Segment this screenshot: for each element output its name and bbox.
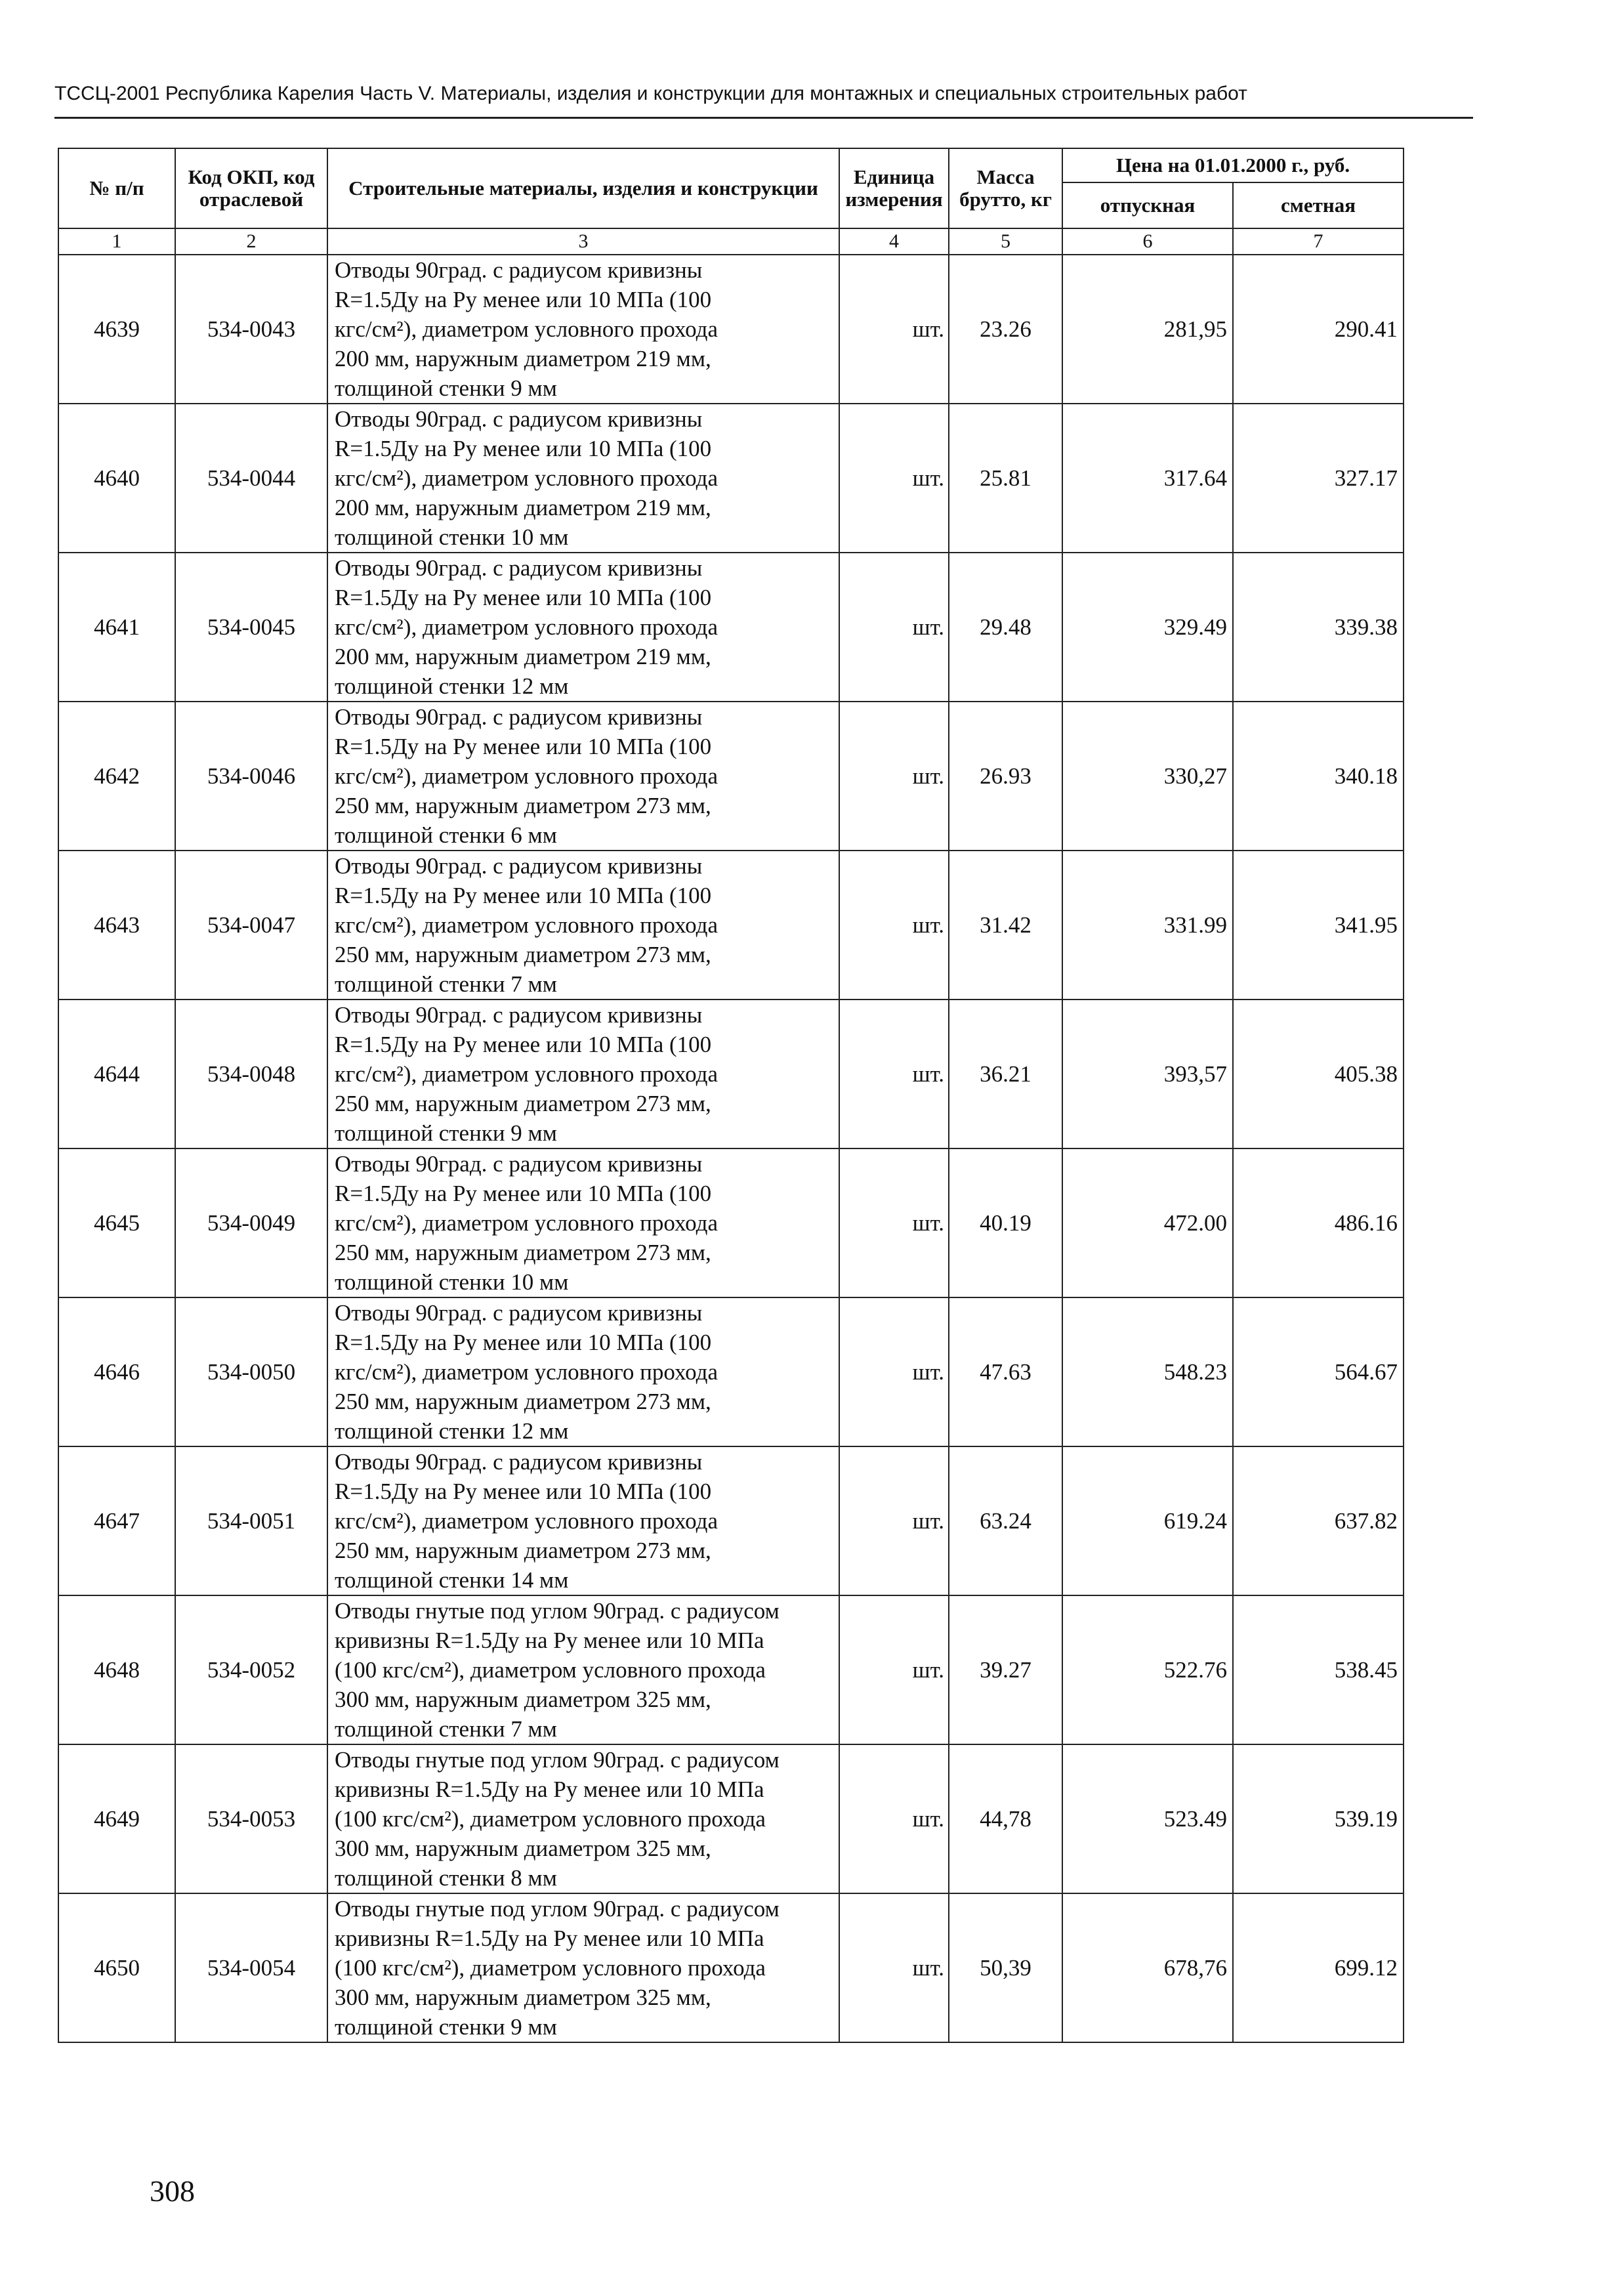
estimate-price: 340.18 [1233,702,1404,851]
gross-mass: 40.19 [949,1148,1062,1297]
price-table [58,148,1404,2043]
description-line: R=1.5Ду на Ру менее или 10 МПа (100 [335,883,712,908]
material-description [327,1893,839,2042]
description-line: кгс/см²), диаметром условного прохода [335,465,718,491]
table-row [58,702,1404,851]
description-line: 250 мм, наружным диаметром 273 мм, [335,1240,711,1265]
description-line: R=1.5Ду на Ру менее или 10 МПа (100 [335,734,712,759]
unit-of-measure: шт. [839,404,949,553]
description-line: R=1.5Ду на Ру менее или 10 МПа (100 [335,1181,712,1206]
description-line: Отводы 90град. с радиусом кривизны [335,853,703,879]
row-number: 4641 [58,553,175,702]
description-line: Отводы 90град. с радиусом кривизны [335,257,703,283]
header-price-estimate: сметная [1233,182,1404,228]
description-line: R=1.5Ду на Ру менее или 10 МПа (100 [335,1330,712,1355]
table-row [58,255,1404,404]
description-line: кривизны R=1.5Ду на Ру менее или 10 МПа [335,1926,764,1951]
running-header: ТССЦ-2001 Республика Карелия Часть V. Материалы, изделия и конструкции для монтажных и специальных строительных работ [54,83,1247,104]
okp-code: 534-0053 [175,1744,327,1893]
gross-mass: 31.42 [949,851,1062,1000]
row-number: 4648 [58,1595,175,1744]
table-row [58,1297,1404,1446]
material-description [327,404,839,553]
description-line: 300 мм, наружным диаметром 325 мм, [335,1985,711,2010]
okp-code: 534-0048 [175,1000,327,1148]
description-line: толщиной стенки 9 мм [335,1120,557,1146]
unit-of-measure: шт. [839,851,949,1000]
estimate-price: 564.67 [1233,1297,1404,1446]
row-number: 4639 [58,255,175,404]
header-unit: Единица измерения [839,148,949,228]
description-line: толщиной стенки 12 мм [335,1418,569,1444]
material-description [327,1744,839,1893]
column-number: 2 [175,228,327,255]
description-line: 200 мм, наружным диаметром 219 мм, [335,644,711,669]
column-number: 4 [839,228,949,255]
row-number: 4644 [58,1000,175,1148]
release-price: 678,76 [1062,1893,1233,2042]
description-line: 200 мм, наружным диаметром 219 мм, [335,495,711,520]
description-line: Отводы гнутые под углом 90град. с радиусом [335,1747,780,1773]
description-line: кгс/см²), диаметром условного прохода [335,614,718,640]
okp-code: 534-0050 [175,1297,327,1446]
description-line: кгс/см²), диаметром условного прохода [335,1061,718,1087]
release-price: 329.49 [1062,553,1233,702]
description-line: (100 кгс/см²), диаметром условного прохода [335,1806,766,1832]
column-number: 7 [1233,228,1404,255]
estimate-price: 699.12 [1233,1893,1404,2042]
release-price: 317.64 [1062,404,1233,553]
okp-code: 534-0044 [175,404,327,553]
description-line: (100 кгс/см²), диаметром условного прохода [335,1955,766,1981]
material-description [327,255,839,404]
description-line: кгс/см²), диаметром условного прохода [335,1359,718,1385]
release-price: 331.99 [1062,851,1233,1000]
release-price: 393,57 [1062,1000,1233,1148]
estimate-price: 327.17 [1233,404,1404,553]
column-number-row [58,228,1404,255]
page-number: 308 [150,2174,195,2208]
okp-code: 534-0049 [175,1148,327,1297]
description-line: R=1.5Ду на Ру менее или 10 МПа (100 [335,585,712,610]
okp-code: 534-0046 [175,702,327,851]
unit-of-measure: шт. [839,1148,949,1297]
description-line: 250 мм, наружным диаметром 273 мм, [335,1538,711,1563]
unit-of-measure: шт. [839,702,949,851]
column-number: 1 [58,228,175,255]
material-description [327,1595,839,1744]
description-line: Отводы 90град. с радиусом кривизны [335,406,703,432]
description-line: Отводы гнутые под углом 90град. с радиусом [335,1598,780,1624]
okp-code: 534-0052 [175,1595,327,1744]
estimate-price: 538.45 [1233,1595,1404,1744]
description-line: кгс/см²), диаметром условного прохода [335,763,718,789]
release-price: 523.49 [1062,1744,1233,1893]
description-line: 250 мм, наружным диаметром 273 мм, [335,1091,711,1116]
table-row [58,1744,1404,1893]
header-num: № п/п [58,148,175,228]
gross-mass: 47.63 [949,1297,1062,1446]
estimate-price: 290.41 [1233,255,1404,404]
table-body [58,255,1404,2042]
release-price: 330,27 [1062,702,1233,851]
release-price: 522.76 [1062,1595,1233,1744]
unit-of-measure: шт. [839,1595,949,1744]
gross-mass: 63.24 [949,1446,1062,1595]
description-line: толщиной стенки 10 мм [335,1269,569,1295]
material-description [327,1000,839,1148]
release-price: 472.00 [1062,1148,1233,1297]
okp-code: 534-0054 [175,1893,327,2042]
description-line: 250 мм, наружным диаметром 273 мм, [335,793,711,818]
row-number: 4649 [58,1744,175,1893]
description-line: толщиной стенки 7 мм [335,971,557,997]
description-line: Отводы 90град. с радиусом кривизны [335,1151,703,1177]
material-description [327,851,839,1000]
description-line: кгс/см²), диаметром условного прохода [335,912,718,938]
description-line: Отводы 90град. с радиусом кривизны [335,555,703,581]
description-line: R=1.5Ду на Ру менее или 10 МПа (100 [335,287,712,312]
description-line: (100 кгс/см²), диаметром условного прохода [335,1657,766,1683]
description-line: толщиной стенки 6 мм [335,822,557,848]
table-row [58,851,1404,1000]
row-number: 4643 [58,851,175,1000]
description-line: 250 мм, наружным диаметром 273 мм, [335,942,711,967]
column-number: 5 [949,228,1062,255]
unit-of-measure: шт. [839,1446,949,1595]
estimate-price: 486.16 [1233,1148,1404,1297]
material-description [327,553,839,702]
material-description [327,1148,839,1297]
description-line: толщиной стенки 8 мм [335,1865,557,1891]
gross-mass: 25.81 [949,404,1062,553]
gross-mass: 29.48 [949,553,1062,702]
row-number: 4642 [58,702,175,851]
release-price: 281,95 [1062,255,1233,404]
description-line: Отводы гнутые под углом 90град. с радиусом [335,1896,780,1922]
description-line: толщиной стенки 14 мм [335,1567,569,1593]
table-row [58,553,1404,702]
description-line: R=1.5Ду на Ру менее или 10 МПа (100 [335,1032,712,1057]
unit-of-measure: шт. [839,1744,949,1893]
okp-code: 534-0045 [175,553,327,702]
gross-mass: 39.27 [949,1595,1062,1744]
description-line: Отводы 90град. с радиусом кривизны [335,704,703,730]
material-description [327,1446,839,1595]
table-row [58,1000,1404,1148]
row-number: 4650 [58,1893,175,2042]
okp-code: 534-0043 [175,255,327,404]
gross-mass: 50,39 [949,1893,1062,2042]
gross-mass: 23.26 [949,255,1062,404]
table-row [58,1148,1404,1297]
release-price: 548.23 [1062,1297,1233,1446]
header-code: Код ОКП, код отраслевой [175,148,327,228]
description-line: 250 мм, наружным диаметром 273 мм, [335,1389,711,1414]
description-line: Отводы 90град. с радиусом кривизны [335,1300,703,1326]
description-line: R=1.5Ду на Ру менее или 10 МПа (100 [335,436,712,461]
header-divider [54,117,1473,119]
gross-mass: 36.21 [949,1000,1062,1148]
header-price-release: отпускная [1062,182,1233,228]
column-number: 6 [1062,228,1233,255]
release-price: 619.24 [1062,1446,1233,1595]
description-line: кгс/см²), диаметром условного прохода [335,1508,718,1534]
row-number: 4646 [58,1297,175,1446]
gross-mass: 26.93 [949,702,1062,851]
description-line: кривизны R=1.5Ду на Ру менее или 10 МПа [335,1628,764,1653]
row-number: 4640 [58,404,175,553]
okp-code: 534-0051 [175,1446,327,1595]
header-description: Строительные материалы, изделия и конструкции [327,148,839,228]
header-price-group: Цена на 01.01.2000 г., руб. [1062,148,1404,182]
table-row [58,1893,1404,2042]
row-number: 4647 [58,1446,175,1595]
description-line: 300 мм, наружным диаметром 325 мм, [335,1836,711,1861]
unit-of-measure: шт. [839,1893,949,2042]
description-line: Отводы 90град. с радиусом кривизны [335,1449,703,1475]
description-line: 200 мм, наружным диаметром 219 мм, [335,346,711,371]
okp-code: 534-0047 [175,851,327,1000]
description-line: 300 мм, наружным диаметром 325 мм, [335,1687,711,1712]
estimate-price: 341.95 [1233,851,1404,1000]
header-mass: Масса брутто, кг [949,148,1062,228]
row-number: 4645 [58,1148,175,1297]
estimate-price: 539.19 [1233,1744,1404,1893]
column-number: 3 [327,228,839,255]
description-line: толщиной стенки 7 мм [335,1716,557,1742]
table-row [58,1446,1404,1595]
gross-mass: 44,78 [949,1744,1062,1893]
description-line: R=1.5Ду на Ру менее или 10 МПа (100 [335,1479,712,1504]
description-line: Отводы 90град. с радиусом кривизны [335,1002,703,1028]
description-line: кгс/см²), диаметром условного прохода [335,316,718,342]
unit-of-measure: шт. [839,553,949,702]
estimate-price: 339.38 [1233,553,1404,702]
unit-of-measure: шт. [839,255,949,404]
description-line: толщиной стенки 9 мм [335,2014,557,2040]
description-line: кривизны R=1.5Ду на Ру менее или 10 МПа [335,1777,764,1802]
estimate-price: 405.38 [1233,1000,1404,1148]
table-row [58,1595,1404,1744]
description-line: кгс/см²), диаметром условного прохода [335,1210,718,1236]
description-line: толщиной стенки 12 мм [335,673,569,699]
unit-of-measure: шт. [839,1297,949,1446]
description-line: толщиной стенки 10 мм [335,524,569,550]
material-description [327,702,839,851]
table-row [58,404,1404,553]
estimate-price: 637.82 [1233,1446,1404,1595]
material-description [327,1297,839,1446]
unit-of-measure: шт. [839,1000,949,1148]
description-line: толщиной стенки 9 мм [335,375,557,401]
